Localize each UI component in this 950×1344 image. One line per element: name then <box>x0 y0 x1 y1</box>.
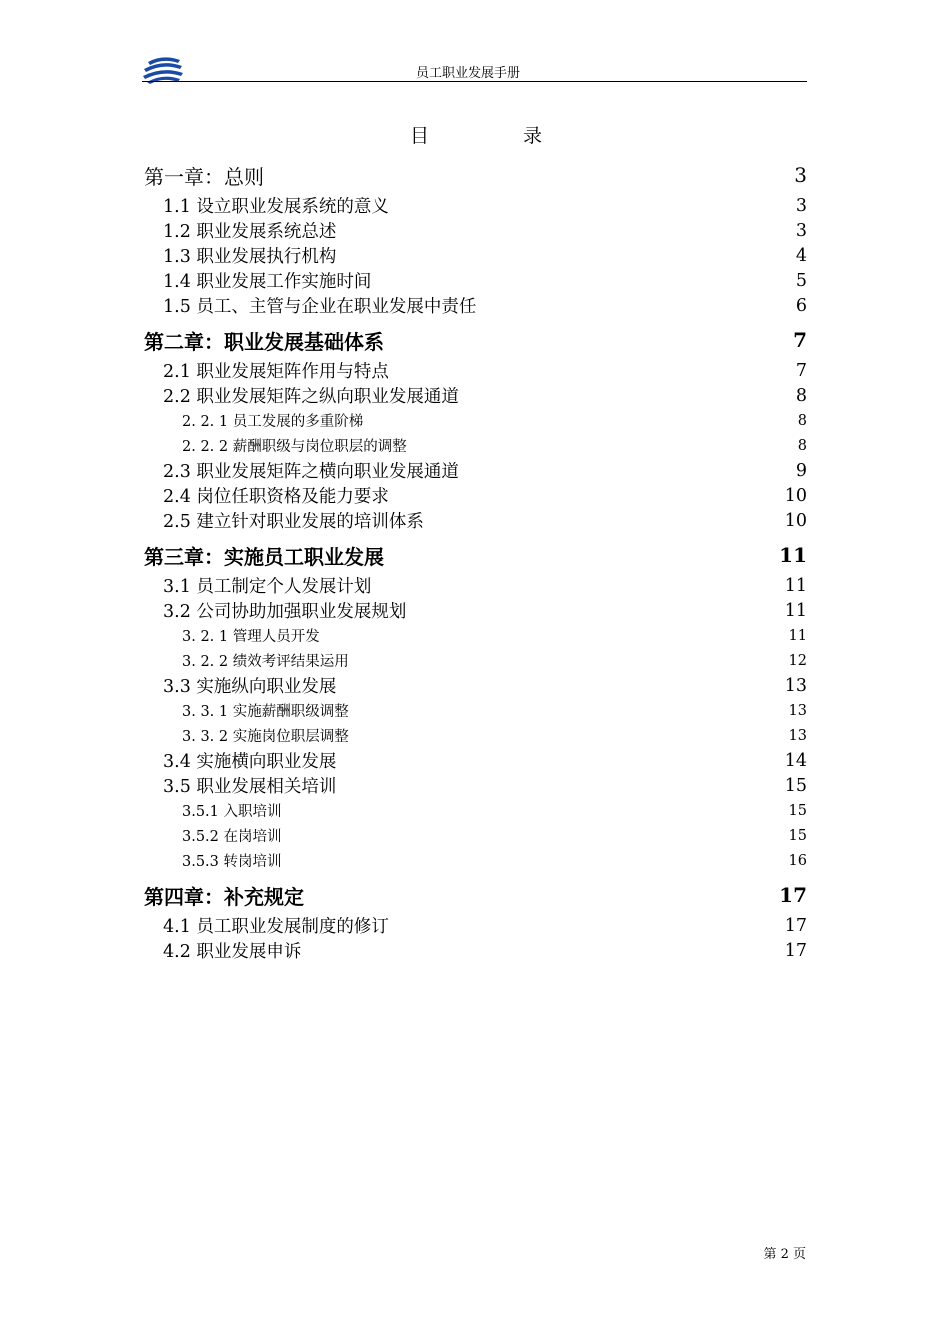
toc-entry-label: 3.5.2 在岗培训 <box>182 829 282 845</box>
toc-entry-label: 2. 2. 2 薪酬职级与岗位职层的调整 <box>182 439 407 455</box>
toc-subsection-entry[interactable] <box>144 848 807 873</box>
toc-entry-label: 2.2 职业发展矩阵之纵向职业发展通道 <box>163 387 459 407</box>
toc-entry-page: 5 <box>795 270 807 291</box>
toc-subsection-entry[interactable] <box>144 433 807 458</box>
toc-entry-page: 9 <box>795 460 807 481</box>
toc-entry-page: 13 <box>788 702 807 719</box>
toc-entry-label: 3. 3. 1 实施薪酬职级调整 <box>182 704 349 720</box>
toc-subsection-entry[interactable] <box>144 408 807 433</box>
toc-entry-page: 3 <box>795 220 807 241</box>
toc-section-entry[interactable] <box>144 458 807 483</box>
toc-section-entry[interactable] <box>144 773 807 798</box>
toc-entry-label: 1.2 职业发展系统总述 <box>163 222 337 242</box>
toc-entry-label: 3.5.1 入职培训 <box>182 804 282 820</box>
toc-entry-label: 3.1 员工制定个人发展计划 <box>163 577 372 597</box>
toc-chapter-label: 第一章：总则 <box>144 164 264 189</box>
toc-entry-page: 8 <box>795 385 807 406</box>
toc-section-entry[interactable] <box>144 358 807 383</box>
toc-entry-page: 10 <box>784 510 807 531</box>
toc-entry-label: 2.5 建立针对职业发展的培训体系 <box>163 512 424 532</box>
toc-chapter-label: 第二章：职业发展基础体系 <box>144 329 384 354</box>
toc-entry-page: 7 <box>795 360 807 381</box>
header-divider <box>142 81 807 82</box>
toc-entry-label: 3.3 实施纵向职业发展 <box>163 677 337 697</box>
toc-section-entry[interactable] <box>144 913 807 938</box>
toc-entry-page: 4 <box>795 245 807 266</box>
toc-section-entry[interactable] <box>144 293 807 318</box>
toc-section-entry[interactable] <box>144 673 807 698</box>
toc-entry-label: 3. 3. 2 实施岗位职层调整 <box>182 729 349 745</box>
toc-entry-page: 11 <box>784 600 807 621</box>
toc-entry-page: 16 <box>788 852 807 869</box>
toc-subsection-entry[interactable] <box>144 723 807 748</box>
toc-entry-page: 8 <box>797 412 807 429</box>
toc-section-entry[interactable] <box>144 598 807 623</box>
toc-section-entry[interactable] <box>144 938 807 963</box>
toc-chapter-page: 3 <box>794 163 807 187</box>
toc-entry-label: 3. 2. 1 管理人员开发 <box>182 629 320 645</box>
toc-subsection-entry[interactable] <box>144 698 807 723</box>
toc-entry-page: 6 <box>795 295 807 316</box>
toc-subsection-entry[interactable] <box>144 798 807 823</box>
toc-entry-page: 14 <box>784 750 807 771</box>
toc-entry-page: 11 <box>788 627 807 644</box>
page-number: 第 2 页 <box>763 1247 806 1262</box>
toc-chapter-page: 7 <box>793 328 807 352</box>
toc-section-entry[interactable] <box>144 573 807 598</box>
company-logo-icon <box>142 56 184 84</box>
toc-entry-label: 4.2 职业发展申诉 <box>163 942 302 962</box>
toc-entry-label: 2.3 职业发展矩阵之横向职业发展通道 <box>163 462 459 482</box>
toc-entry-label: 2.1 职业发展矩阵作用与特点 <box>163 362 389 382</box>
header-title: 员工职业发展手册 <box>416 66 521 81</box>
toc-entry-label: 1.5 员工、主管与企业在职业发展中责任 <box>163 297 477 317</box>
toc-entry-label: 3.5.3 转岗培训 <box>182 854 282 870</box>
toc-entry-page: 12 <box>788 652 807 669</box>
toc-entry-page: 13 <box>788 727 807 744</box>
toc-entry-page: 11 <box>784 575 807 596</box>
toc-entry-page: 3 <box>795 195 807 216</box>
toc-subsection-entry[interactable] <box>144 823 807 848</box>
toc-section-entry[interactable] <box>144 218 807 243</box>
toc-entry-page: 8 <box>797 437 807 454</box>
toc-entry-label: 2. 2. 1 员工发展的多重阶梯 <box>182 414 364 430</box>
toc-entry-page: 13 <box>784 675 807 696</box>
toc-title-left: 目 <box>410 125 430 147</box>
toc-section-entry[interactable] <box>144 508 807 533</box>
toc-chapter-page: 17 <box>779 883 807 907</box>
toc-chapter-entry[interactable] <box>144 322 807 358</box>
toc-entry-label: 2.4 岗位任职资格及能力要求 <box>163 487 389 507</box>
toc-entry-label: 4.1 员工职业发展制度的修订 <box>163 917 389 937</box>
toc-entry-page: 17 <box>784 915 807 936</box>
toc-entry-page: 15 <box>788 827 807 844</box>
toc-entry-label: 1.1 设立职业发展系统的意义 <box>163 197 389 217</box>
toc-chapter-entry[interactable] <box>144 537 807 573</box>
toc-subsection-entry[interactable] <box>144 623 807 648</box>
toc-section-entry[interactable] <box>144 243 807 268</box>
toc-entry-page: 10 <box>784 485 807 506</box>
toc-section-entry[interactable] <box>144 268 807 293</box>
toc-entry-label: 3.4 实施横向职业发展 <box>163 752 337 772</box>
toc-entry-page: 17 <box>784 940 807 961</box>
toc-section-entry[interactable] <box>144 748 807 773</box>
table-of-contents <box>144 157 807 963</box>
toc-chapter-label: 第三章：实施员工职业发展 <box>144 544 384 569</box>
toc-chapter-page: 11 <box>779 543 807 567</box>
toc-section-entry[interactable] <box>144 193 807 218</box>
toc-title-right: 录 <box>523 125 543 147</box>
toc-entry-page: 15 <box>788 802 807 819</box>
toc-chapter-entry[interactable] <box>144 877 807 913</box>
toc-section-entry[interactable] <box>144 383 807 408</box>
toc-section-entry[interactable] <box>144 483 807 508</box>
toc-subsection-entry[interactable] <box>144 648 807 673</box>
toc-chapter-label: 第四章：补充规定 <box>144 884 304 909</box>
toc-entry-label: 3.5 职业发展相关培训 <box>163 777 337 797</box>
toc-entry-label: 1.4 职业发展工作实施时间 <box>163 272 372 292</box>
toc-entry-label: 3.2 公司协助加强职业发展规划 <box>163 602 407 622</box>
toc-entry-label: 1.3 职业发展执行机构 <box>163 247 337 267</box>
toc-entry-label: 3. 2. 2 绩效考评结果运用 <box>182 654 349 670</box>
toc-chapter-entry[interactable] <box>144 157 807 193</box>
toc-entry-page: 15 <box>784 775 807 796</box>
